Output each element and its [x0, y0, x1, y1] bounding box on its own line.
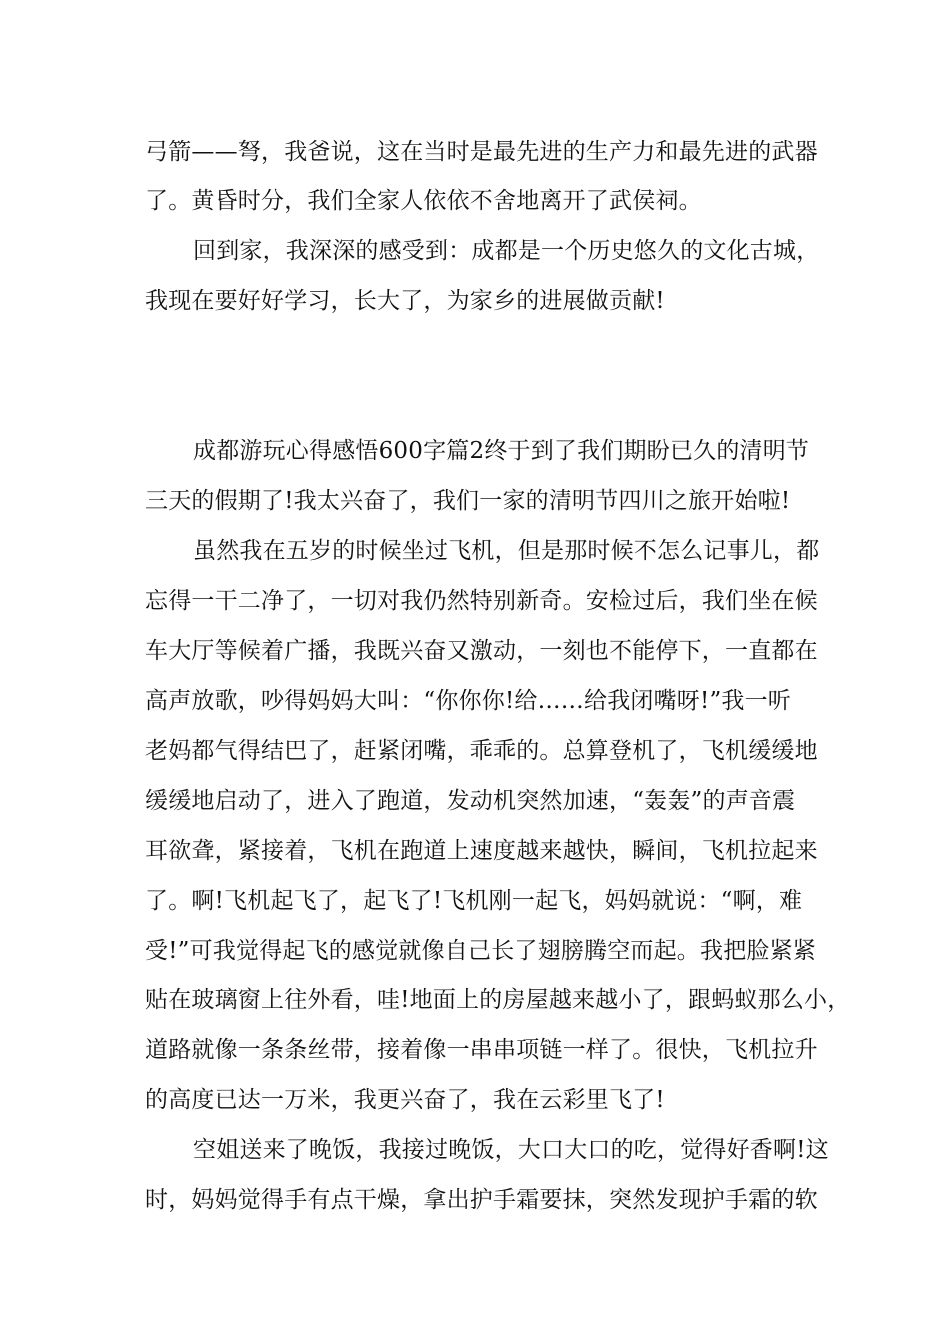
text-line: 贴在玻璃窗上往外看，哇!地面上的房屋越来越小了，跟蚂蚁那么小，	[145, 987, 851, 1013]
text-line: 我现在要好好学习，长大了，为家乡的进展做贡献!	[145, 288, 665, 314]
text-line: 高声放歌，吵得妈妈大叫：“你你你!给……给我闭嘴呀!”我一听	[145, 688, 792, 714]
text-line: 三天的假期了!我太兴奋了，我们一家的清明节四川之旅开始啦!	[145, 488, 791, 514]
text-line: 忘得一干二净了，一切对我仍然特别新奇。安检过后，我们坐在候	[145, 588, 818, 614]
section-heading-line: 成都游玩心得感悟600字篇2终于到了我们期盼已久的清明节	[193, 438, 810, 464]
text-line: 受!”可我觉得起飞的感觉就像自己长了翅膀腾空而起。我把脸紧紧	[145, 938, 817, 964]
paragraph-start-line: 回到家，我深深的感受到：成都是一个历史悠久的文化古城，	[193, 238, 820, 264]
paragraph-start-line: 空姐送来了晚饭，我接过晚饭，大口大口的吃，觉得好香啊!这	[193, 1137, 829, 1163]
text-line: 缓缓地启动了，进入了跑道，发动机突然加速，“轰轰”的声音震	[145, 788, 796, 814]
paragraph-start-line: 虽然我在五岁的时候坐过飞机，但是那时候不怎么记事儿，都	[193, 538, 820, 564]
text-line: 弓箭——弩，我爸说，这在当时是最先进的生产力和最先进的武器	[145, 139, 818, 165]
text-line: 耳欲聋，紧接着，飞机在跑道上速度越来越快，瞬间，飞机拉起来	[145, 838, 818, 864]
text-line: 的高度已达一万米，我更兴奋了，我在云彩里飞了!	[145, 1087, 665, 1113]
text-line: 道路就像一条条丝带，接着像一串串项链一样了。很快，飞机拉升	[145, 1037, 818, 1063]
text-line: 车大厅等候着广播，我既兴奋又激动，一刻也不能停下，一直都在	[145, 638, 818, 664]
text-line: 了。黄昏时分，我们全家人依依不舍地离开了武侯祠。	[145, 188, 702, 214]
text-line: 时，妈妈觉得手有点干燥，拿出护手霜要抹，突然发现护手霜的软	[145, 1187, 818, 1213]
text-line: 老妈都气得结巴了，赶紧闭嘴，乖乖的。总算登机了，飞机缓缓地	[145, 738, 818, 764]
text-line: 了。啊!飞机起飞了，起飞了!飞机刚一起飞，妈妈就说：“啊，难	[145, 888, 803, 914]
